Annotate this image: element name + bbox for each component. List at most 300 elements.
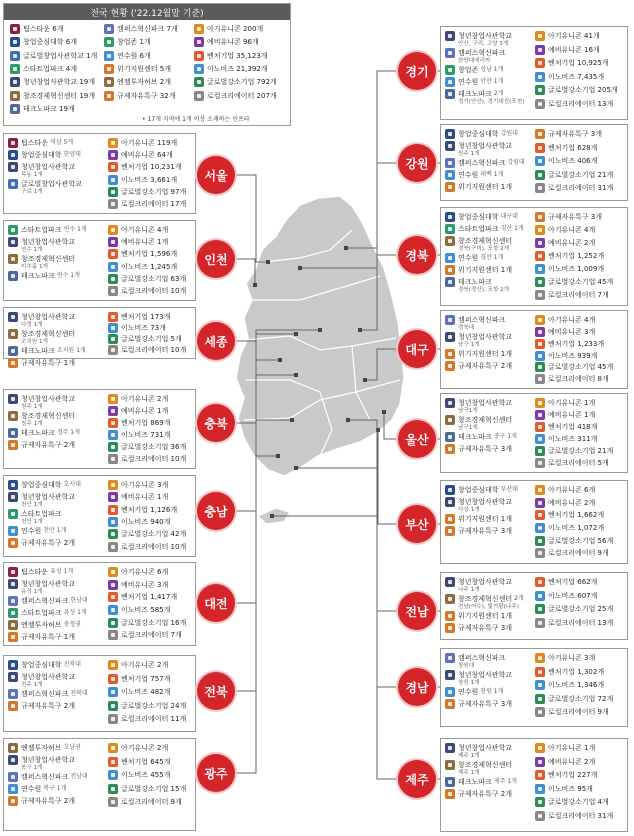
list-item [535,618,613,628]
list-item [104,51,151,61]
list-item [108,784,186,794]
region-badge-jeonbuk[interactable]: 전북 [197,672,235,710]
item-sub: 한양대 [63,151,81,158]
list-item [108,674,170,684]
item-detail: 천안 1개 [21,502,43,508]
reg-icon [445,265,455,275]
center-icon [8,608,18,618]
region-badge-sejong[interactable]: 세종 [197,322,235,360]
item-label: 창업중심대학 6개 [23,38,78,47]
preuni-icon [108,237,118,247]
region-badge-gwangju[interactable]: 광주 [197,754,235,792]
region-badge-jeonnam[interactable]: 전남 [398,592,436,630]
connector-line [272,516,417,779]
preuni-icon [194,37,204,47]
preuni-icon [108,150,118,160]
item-label: 규제자유특구 32개 [117,91,176,100]
item-label: 로컬크리에이터 10개 [121,455,187,463]
item-detail: 한양대에리카 [458,58,491,64]
item-label: 규제자유특구 2개 [21,539,76,547]
angel-icon [445,594,455,604]
innobiz-icon [8,526,18,536]
item-label: 청년창업사관학교 [21,395,76,403]
campus-icon [445,158,455,168]
item-label: 아기유니콘 2개 [121,395,169,403]
item-label: 위기지원센터 5개 [117,64,172,73]
item-sub: 유성 1개 [50,568,74,575]
list-item [535,225,595,235]
techno-icon [8,755,18,765]
item-label: 로컬크리에이터 5개 [548,459,609,467]
item-label: 예비유니콘 1개 [121,238,169,247]
unicorn-icon [535,315,545,325]
item-label: 벤처기업 662개 [548,578,598,586]
semi-icon [445,89,455,99]
region-badge-gyeongnam[interactable]: 경남 [398,668,436,706]
item-label: 이노비즈 406개 [548,157,598,165]
campus-icon [445,315,455,325]
campus-icon [8,689,18,699]
item-label: 예비유니콘 1개 [121,407,169,415]
list-item [8,271,80,281]
list-item [108,312,170,322]
item-label: 창조경제혁신센터 [21,330,76,338]
item-label: 캠퍼스혁신파크 [458,49,506,57]
list-item [535,183,613,193]
item-label: 이노비즈 1,009개 [548,265,605,273]
item-label: 벤처기업 645개 [121,757,171,766]
item-label: 로컬크리에이터 10개 [121,346,187,354]
list-item [445,653,505,663]
item-label: 로컬크리에이터 10개 [121,542,187,551]
item-label: 이노비즈 731개 [121,431,171,439]
list-item [8,784,66,794]
list-item [535,694,613,704]
item-sub: 호서대 [63,481,81,488]
list-item [445,158,525,168]
list-item [108,442,186,452]
item-label: 규제자유특구 3개 [458,700,513,708]
innobiz-icon [535,434,545,444]
reg-icon [8,796,18,806]
item-label: 연수원 [21,527,42,535]
university-icon [445,212,455,222]
region-panel-gangwon [440,124,628,201]
reg-icon [445,182,455,192]
item-label: 규제자유특구 3개 [458,445,513,453]
item-label: 팁스타운 [21,139,49,147]
global-icon [535,85,545,95]
list-item [104,37,151,47]
item-label: 청년창업사관학교 [21,756,76,764]
item-label: 청년창업사관학교 [458,333,513,341]
item-label: 벤처기업 869개 [121,419,171,427]
local-icon [194,91,204,101]
innobiz-icon [535,72,545,82]
global-icon [535,536,545,546]
reg-icon [535,212,545,222]
local-icon [535,183,545,193]
item-label: 창조경제혁신센터 [458,595,513,603]
innobiz-icon [108,323,118,333]
reg-icon [445,514,455,524]
venture-icon [108,757,118,767]
unicorn-icon [535,225,545,235]
item-sub: 연수 1개 [56,272,80,279]
region-badge-chungbuk[interactable]: 충북 [197,404,235,442]
item-sub: 연수 1개 [63,226,87,233]
item-detail: 제주 1개 [458,753,480,759]
list-item [535,523,604,533]
list-item [535,410,595,420]
item-label: 아기유니콘 4개 [548,226,596,234]
item-label: 청년창업사관학교 [458,142,513,150]
list-item [108,345,186,355]
techno-icon [8,492,18,502]
local-icon [108,630,118,640]
campus-icon [8,772,18,782]
item-label: 아기유니콘 4개 [121,226,169,234]
list-item [445,415,512,425]
innobiz-icon [535,680,545,690]
item-label: 스타트업파크 [21,609,62,617]
location-dot [344,246,348,250]
region-badge-gyeongbuk[interactable]: 경북 [398,236,436,274]
item-label: 창조경제혁신센터 [458,416,513,424]
list-item [108,660,168,670]
item-label: 글로벌강소기업 21개 [548,170,614,179]
unicorn-icon [108,743,118,753]
item-detail: 미추홀 1개 [21,264,48,270]
list-item [535,264,604,274]
list-item [8,538,75,548]
item-label: 이노비즈 1,245개 [121,262,178,271]
item-detail: 전남(여수), 빛가람(나주) [458,604,519,610]
region-badge-jeju[interactable]: 제주 [398,760,436,798]
venture-icon [535,143,545,153]
region-badge-gyeonggi[interactable]: 경기 [398,52,436,90]
item-sub: 전북대 [70,690,88,697]
list-item [108,262,177,272]
global-icon [535,362,545,372]
item-sub: 중구 1개 [493,433,517,440]
list-item [445,514,512,524]
list-item [445,444,512,454]
item-label: 이노비즈 607개 [548,591,598,600]
global-icon [108,187,118,197]
item-label: 로컬크리에이터 7개 [121,631,182,640]
item-label: 팁스타운 6개 [23,25,64,33]
innobiz-icon [535,351,545,361]
region-panel-gyeongnam [440,648,628,727]
techno-icon [8,237,18,247]
region-badge-ulsan[interactable]: 울산 [398,420,436,458]
center-icon [445,65,455,75]
item-sub: 성남 1개 [480,66,504,73]
item-label: 이노비즈 7,435개 [548,72,605,81]
region-panel-daegu [440,310,628,389]
innobiz-icon [535,591,545,601]
item-label: 글로벌창업사관학교 1개 [23,51,98,60]
item-detail: 연수 1개 [21,247,43,253]
angel-icon [445,415,455,425]
techno-icon [8,579,18,589]
item-label: 캠퍼스혁신파크 [21,597,69,605]
local-icon [535,548,545,558]
item-label: 이노비즈 455개 [121,771,171,779]
item-label: 엔젤투자허브 [21,621,62,629]
item-label: 글로벌강소기업 25개 [548,605,614,613]
list-item [535,577,597,587]
list-item [8,150,81,160]
list-item [108,394,168,404]
global-icon [535,277,545,287]
list-item [535,797,609,807]
unicorn-icon [108,660,118,670]
item-label: 캠퍼스혁신파크 7개 [117,25,178,33]
techno-icon [10,77,20,87]
unicorn-icon [535,31,545,41]
reg-icon [104,91,114,101]
list-item [8,428,80,438]
item-sub: 대구대 [500,213,518,220]
list-item [104,77,171,87]
list-item [10,104,75,114]
item-label: 창조경제혁신센터 [458,761,513,769]
item-label: 벤처기업 1,417개 [121,593,178,602]
preuni-icon [535,757,545,767]
innobiz-icon [108,605,118,615]
innobiz-icon [194,64,204,74]
list-item [104,64,171,74]
innobiz-icon [108,687,118,697]
list-item [8,660,81,670]
list-item [535,339,604,349]
campus-icon [445,653,455,663]
item-label: 글로벌강소기업 97개 [121,187,187,196]
global-icon [108,618,118,628]
center-icon [10,64,20,74]
item-sub: 한남대 [70,597,88,604]
list-item [8,796,75,806]
item-label: 청년창업사관학교 [21,238,76,246]
list-item [10,77,95,87]
innobiz-icon [108,262,118,272]
list-item [108,187,186,197]
item-label: 벤처기업 1,252개 [548,252,605,260]
item-label: 이노비즈 95개 [548,784,593,793]
region-panel-gyeonggi [440,26,628,120]
innobiz-icon [108,175,118,185]
item-label: 글로벌강소기업 24개 [121,701,187,710]
item-label: 이노비즈 73개 [121,324,166,332]
list-item [8,567,73,577]
region-panel-seoul [3,133,196,214]
item-label: 벤처기업 1,126개 [121,505,178,514]
item-label: 로컬크리에이터 9개 [121,798,182,806]
item-detail: 나주 1개 [458,587,480,593]
item-sub: 조치원 1개 [56,347,86,354]
campus-icon [445,48,455,58]
item-sub: 2개 [514,595,524,602]
venture-icon [108,592,118,602]
region-panel-incheon [3,220,196,301]
item-label: 글로벌강소기업 5개 [121,335,182,343]
list-item [8,480,81,490]
list-item [108,334,182,344]
item-label: 테크노파크 19개 [23,104,75,113]
center-icon [8,225,18,235]
list-item [535,680,604,690]
item-sub: 강원대 [507,159,525,166]
item-detail: 남구1개 [458,425,478,431]
venture-icon [108,162,118,172]
preuni-icon [535,410,545,420]
region-badge-seoul[interactable]: 서울 [197,156,235,194]
list-item [535,31,600,41]
list-item [445,77,503,87]
region-badge-gangwon[interactable]: 강원 [398,144,436,182]
list-item [108,323,166,333]
item-label: 글로벌강소기업 45개 [548,363,614,372]
location-dot [294,373,298,377]
list-item [445,129,518,139]
item-label: 글로벌강소기업 56개 [548,536,614,545]
list-item [445,349,512,359]
angel-icon [8,411,18,421]
item-label: 이노비즈 939개 [548,351,598,360]
list-item [108,286,186,296]
venture-icon [535,58,545,68]
item-label: 예비유니콘 1개 [548,411,596,419]
reg-icon [445,789,455,799]
venture-icon [194,51,204,61]
list-item [445,398,512,408]
list-item [535,536,613,546]
techno-icon [445,398,455,408]
list-item [445,170,503,180]
list-item [108,274,186,284]
unicorn-icon [108,394,118,404]
list-item [535,422,597,432]
region-panel-ulsan [440,393,628,473]
item-detail: 남구 1개 [458,342,480,348]
item-label: 아기유니콘 119개 [121,139,178,147]
item-label: 청년창업사관학교 19개 [23,78,95,87]
region-panel-jeju [440,738,628,832]
item-label: 캠퍼스혁신파크 [458,316,506,324]
angel-icon [10,91,20,101]
item-label: 벤처기업 1,302개 [548,667,605,676]
item-label: 위기지원센터 1개 [458,350,513,358]
startup-icon [8,138,18,148]
region-badge-incheon[interactable]: 인천 [197,240,235,278]
techno-icon [445,31,455,41]
global-icon [535,797,545,807]
item-sub: 강원대 [500,130,518,137]
local-icon [535,374,545,384]
list-item [535,72,604,82]
item-label: 로컬크리에이터 10개 [121,286,187,295]
local-icon [535,99,545,109]
list-item [535,604,613,614]
global-icon [108,701,118,711]
list-item [10,64,77,74]
semi-icon [10,104,20,114]
center-icon [8,509,18,519]
location-dot [382,410,386,414]
list-item [445,777,517,787]
item-detail: 전주 1개 [21,682,43,688]
global-icon [108,442,118,452]
item-label: 테크노파크 [21,429,55,437]
item-label: 스타트업파크 [21,226,62,234]
region-badge-busan[interactable]: 부산 [398,505,436,543]
region-badge-daejeon[interactable]: 대전 [197,584,235,622]
item-label: 아기유니콘 2개 [121,744,169,752]
local-icon [108,714,118,724]
list-item [108,770,170,780]
region-badge-chungnam[interactable]: 충남 [197,492,235,530]
item-label: 벤처기업 227개 [548,771,598,779]
reg-icon [445,699,455,709]
semi-icon [445,277,455,287]
item-label: 로컬크리에이터 8개 [548,375,609,384]
item-label: 청년창업사관학교 [458,498,513,506]
university-icon [8,480,18,490]
item-label: 이노비즈 1,346개 [548,681,605,689]
region-panel-busan [440,480,628,564]
item-label: 글로벌강소기업 72개 [548,694,614,703]
list-item [535,446,613,456]
list-item [194,77,277,87]
item-sub: 전남대 [70,773,88,780]
item-label: 규제자유특구 1개 [21,359,76,367]
list-item [535,510,604,520]
item-label: 청년창업사관학교 [21,580,76,588]
innobiz-icon [104,51,114,61]
list-item [535,374,609,384]
item-detail: 창원대 [458,663,475,669]
location-dot [253,283,257,287]
item-label: 벤처기업 628개 [548,143,598,152]
item-label: 로컬크리에이터 207개 [207,91,277,100]
item-label: 엔젤투자허브 2개 [117,78,172,87]
techno-icon [8,162,18,172]
location-dot [294,466,298,470]
item-label: 로컬크리에이터 7개 [548,291,609,299]
local-icon [108,454,118,464]
unicorn-icon [535,485,545,495]
list-item [445,623,512,633]
list-item [194,37,259,47]
item-label: 연수원 [458,171,479,179]
region-badge-daegu[interactable]: 대구 [398,330,436,368]
item-sub: 호남권 [63,744,81,751]
innobiz-icon [535,264,545,274]
connector-line [348,420,417,687]
item-label: 테크노파크 [21,347,55,355]
local-icon [535,290,545,300]
list-item [445,182,512,192]
item-detail: 원주 1개 [458,151,480,157]
list-item [108,757,170,767]
item-sub: 충청권 [63,621,81,628]
angel-icon [8,254,18,264]
local-icon [108,199,118,209]
local-icon [535,458,545,468]
list-item [194,64,268,74]
